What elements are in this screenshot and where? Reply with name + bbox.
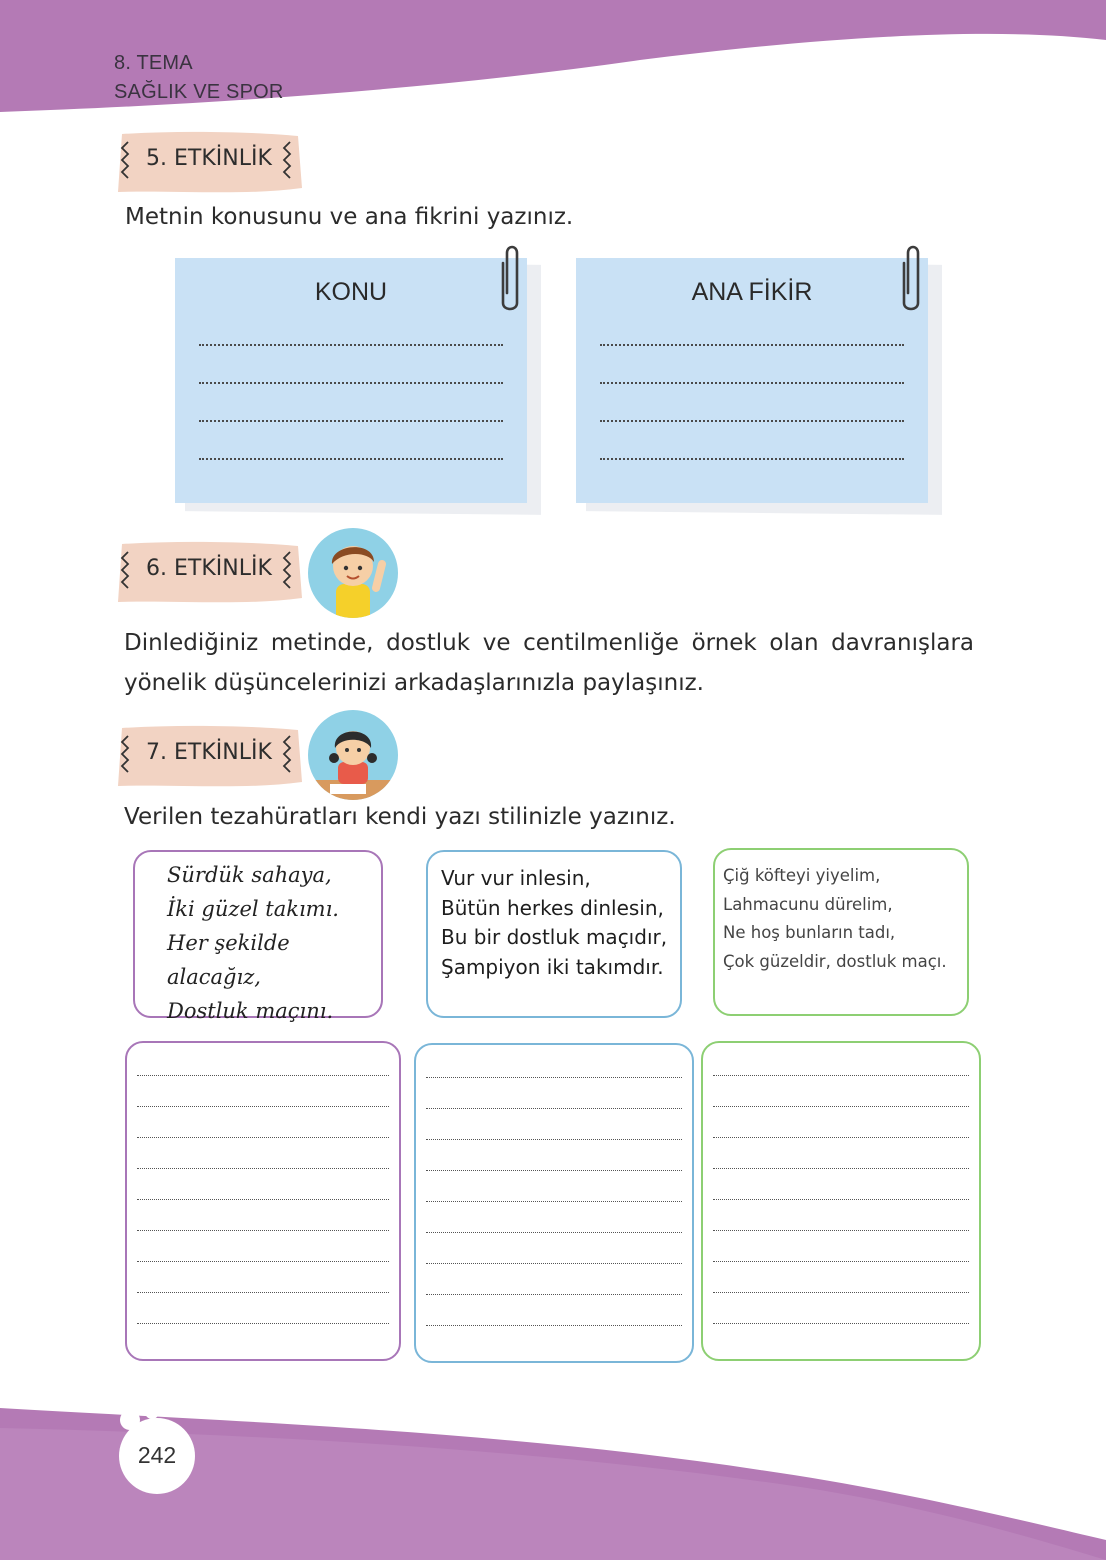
writing-box-1[interactable]: [125, 1041, 401, 1361]
boy-waving-icon: [308, 528, 398, 618]
writing-line[interactable]: [426, 1108, 682, 1109]
activity-6-label: [114, 540, 304, 606]
activity-5-label: [114, 130, 304, 196]
activity-6-label-text: 6. ETKİNLİK: [146, 556, 272, 581]
writing-line[interactable]: [137, 1137, 389, 1138]
cheer-line: Şampiyon iki takımdır.: [441, 954, 664, 979]
cheer-line: Lahmacunu dürelim,: [723, 894, 893, 914]
main-idea-card: [576, 255, 946, 520]
writing-line[interactable]: [426, 1201, 682, 1202]
cheer-box-3: [713, 848, 969, 1016]
writing-line[interactable]: [426, 1232, 682, 1233]
writing-line[interactable]: [426, 1170, 682, 1171]
main-idea-note: [576, 258, 928, 503]
cheer-line: İki güzel takımı.: [167, 897, 339, 921]
writing-line[interactable]: [426, 1077, 682, 1078]
writing-line[interactable]: [137, 1075, 389, 1076]
activity-5-label-text: 5. ETKİNLİK: [146, 146, 272, 171]
activity-7-instruction: Verilen tezahüratları kendi yazı stilinizle yazınız.: [124, 804, 676, 830]
page-number: 242: [137, 1442, 177, 1468]
cheer-line: Çok güzeldir, dostluk maçı.: [723, 951, 947, 971]
writing-line[interactable]: [713, 1168, 969, 1169]
writing-line[interactable]: [137, 1261, 389, 1262]
writing-line[interactable]: [426, 1325, 682, 1326]
cheer-box-1: [133, 850, 383, 1023]
activity-7-label: [114, 724, 304, 790]
theme-number: 8. TEMA: [114, 52, 193, 74]
writing-line[interactable]: [713, 1292, 969, 1293]
writing-line[interactable]: [600, 382, 904, 384]
writing-line[interactable]: [137, 1168, 389, 1169]
cheer-line: Ne hoş bunların tadı,: [723, 923, 896, 942]
writing-line[interactable]: [199, 458, 503, 460]
writing-line[interactable]: [137, 1106, 389, 1107]
cheer-line: Vur vur inlesin,: [441, 866, 591, 890]
writing-line[interactable]: [600, 344, 904, 346]
writing-line[interactable]: [137, 1323, 389, 1324]
main-idea-card-title: ANA FİKİR: [691, 278, 813, 306]
topic-note: [175, 258, 527, 503]
cheer-line: Çiğ köfteyi yiyelim,: [723, 866, 881, 885]
cheer-line: Bu bir dostluk maçıdır,: [441, 925, 668, 949]
cheer-box-2: [426, 850, 682, 1018]
writing-line[interactable]: [713, 1199, 969, 1200]
writing-line[interactable]: [713, 1323, 969, 1324]
paperclip-icon: [898, 243, 924, 315]
writing-line[interactable]: [426, 1263, 682, 1264]
writing-line[interactable]: [137, 1199, 389, 1200]
writing-line[interactable]: [137, 1292, 389, 1293]
writing-line[interactable]: [713, 1261, 969, 1262]
writing-box-2[interactable]: [414, 1043, 694, 1363]
topic-card-title: KONU: [314, 278, 388, 306]
activity-5-instruction: Metnin konusunu ve ana fikrini yazınız.: [125, 204, 574, 230]
writing-line[interactable]: [199, 344, 503, 346]
writing-line[interactable]: [199, 420, 503, 422]
writing-line[interactable]: [600, 458, 904, 460]
activity-6-instruction: Dinlediğiniz metinde, dostluk ve centilmenliğe örnek olan davranışlara yönelik düşüncelerinizi arkadaşlarınızla paylaşınız.: [124, 630, 974, 696]
cheer-line: Bütün herkes dinlesin,: [441, 895, 664, 920]
writing-line[interactable]: [713, 1106, 969, 1107]
writing-line[interactable]: [713, 1137, 969, 1138]
writing-line[interactable]: [137, 1230, 389, 1231]
theme-title: SAĞLIK VE SPOR: [114, 81, 284, 103]
topic-card: [175, 255, 545, 520]
writing-line[interactable]: [713, 1230, 969, 1231]
writing-line[interactable]: [426, 1294, 682, 1295]
writing-line[interactable]: [426, 1139, 682, 1140]
cheer-line: Her şekilde alacağız,: [167, 931, 290, 989]
writing-box-3[interactable]: [701, 1041, 981, 1361]
girl-writing-icon: [308, 710, 398, 800]
writing-line[interactable]: [600, 420, 904, 422]
cheer-line: Sürdük sahaya,: [167, 863, 332, 887]
cheer-line: Dostluk maçını.: [167, 999, 334, 1023]
writing-line[interactable]: [713, 1075, 969, 1076]
paperclip-icon: [497, 243, 523, 315]
writing-line[interactable]: [199, 382, 503, 384]
activity-7-label-text: 7. ETKİNLİK: [146, 740, 272, 765]
